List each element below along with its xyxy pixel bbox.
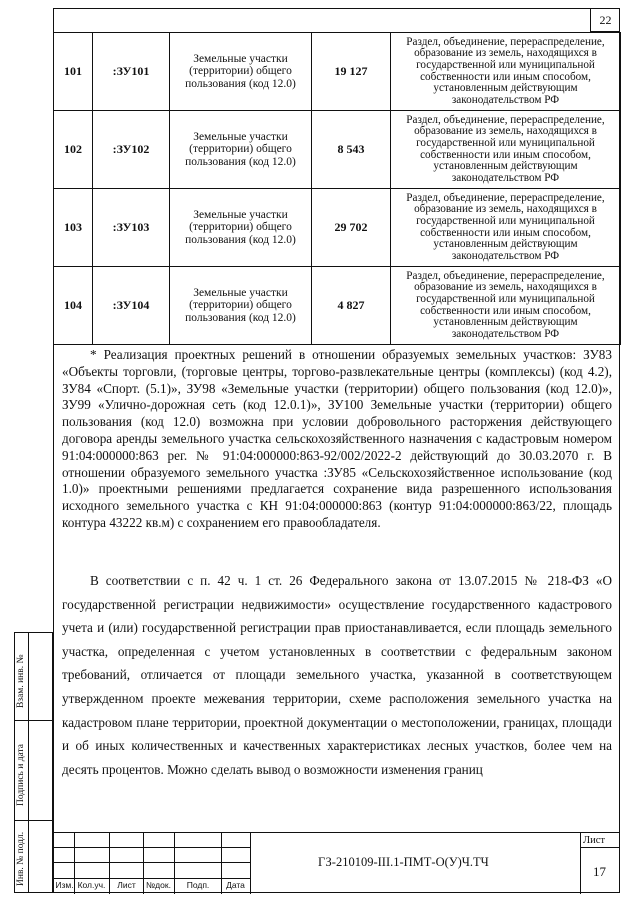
tb-header-kol: Кол.уч. (77, 880, 106, 890)
plot-area: 4 827 (312, 267, 391, 345)
original-inv-label: Инв. № подл. (16, 831, 26, 886)
row-number: 102 (54, 111, 93, 189)
land-plots-table (53, 32, 621, 345)
table-row (54, 189, 621, 267)
row-number: 103 (54, 189, 93, 267)
tb-header-list: Лист (117, 880, 136, 890)
plot-code: :ЗУ102 (93, 111, 170, 189)
law-paragraph: В соответствии с п. 42 ч. 1 ст. 26 Федерального закона от 13.07.2015 № 218-ФЗ «О государственной регистрации недвижимости» осуществление государственного кадастрового учета и (или) государственной регистрации прав приостанавливается, если площадь земельного участка, определенная с учетом установленных в соответствии с федеральным законом требований, отличается от площади земельного участка, указанной в соответствующем утвержденном проекте межевания территории, схеме расположения земельного участка на кадастровом плане территории, проектной документации о местоположении, границах, площади и об иных количественных и качественных характеристиках лесных участков, более чем на десять процентов. Можно сделать вывод о возможности изменения границ (62, 573, 612, 777)
top-page-number: 22 (590, 8, 620, 32)
plot-code: :ЗУ103 (93, 189, 170, 267)
document-code: ГЗ-210109-III.1-ПМТ-О(У)Ч.ТЧ (318, 855, 489, 869)
table-row (54, 267, 621, 345)
formation-method: Раздел, объединение, перераспределение, образование из земель, находящихся в государственной или муниципальной собственности или иным способом, установленным действующим законодательством РФ (391, 189, 621, 267)
permitted-use: Земельные участки (территории) общего пользования (код 12.0) (170, 189, 312, 267)
plot-area: 19 127 (312, 33, 391, 111)
plot-area: 8 543 (312, 111, 391, 189)
sheet-number: 17 (593, 864, 606, 879)
title-block (53, 832, 620, 893)
permitted-use: Земельные участки (территории) общего пользования (код 12.0) (170, 267, 312, 345)
permitted-use: Земельные участки (территории) общего пользования (код 12.0) (170, 33, 312, 111)
plot-code: :ЗУ104 (93, 267, 170, 345)
tb-header-doc: №док. (146, 880, 171, 890)
replacement-inv-label: Взам. инв. № (16, 654, 26, 708)
plot-code: :ЗУ101 (93, 33, 170, 111)
table-row (54, 33, 621, 111)
sheet-label: Лист (583, 835, 605, 846)
row-number: 101 (54, 33, 93, 111)
note-paragraph: * Реализация проектных решений в отношении образуемых земельных участков: ЗУ83 «Объекты торговли, (торговые центры, торгово-развлекательные центры (комплексы) (код 4.2), ЗУ84 «Спорт. (5.1)», ЗУ98 «Земельные участки (территории) общего пользования (код 12.0)», ЗУ99 «Улично-дорожная сеть (код 12.0.1)», ЗУ100 Земельные участки (территории) общего пользования (код 12.0) возможна при условии добровольного расторжения действующего договора аренды земельного участка сельскохозяйственного назначения с кадастровым номером 91:04:000000:863 рег. № 91:04:000000:863-92/002/2022-2 действующий до 30.03.2070 г. В отношении образуемого земельного участка :ЗУ85 «Сельскохозяйственное использование (код 1.0)» проектными решениями предлагается сохранение вида разрешенного использования исходного земельного участка с КН 91:04:000000:863 (контур 91:04:000000:863/22, площадь контура 43222 кв.м) с сохранением его правообладателя. (62, 347, 612, 530)
tb-header-izm: Изм. (55, 880, 74, 890)
tb-header-sign: Подп. (186, 880, 210, 890)
plot-area: 29 702 (312, 189, 391, 267)
formation-method: Раздел, объединение, перераспределение, образование из земель, находящихся в государственной или муниципальной собственности или иным способом, установленным действующим законодательством РФ (391, 33, 621, 111)
formation-method: Раздел, объединение, перераспределение, образование из земель, находящихся в государственной или муниципальной собственности или иным способом, установленным действующим законодательством РФ (391, 111, 621, 189)
row-number: 104 (54, 267, 93, 345)
signature-date-label: Подпись и дата (16, 743, 26, 806)
formation-method: Раздел, объединение, перераспределение, образование из земель, находящихся в государственной или муниципальной собственности или иным способом, установленным действующим законодательством РФ (391, 267, 621, 345)
permitted-use: Земельные участки (территории) общего пользования (код 12.0) (170, 111, 312, 189)
table-row (54, 111, 621, 189)
tb-header-date: Дата (226, 880, 245, 890)
